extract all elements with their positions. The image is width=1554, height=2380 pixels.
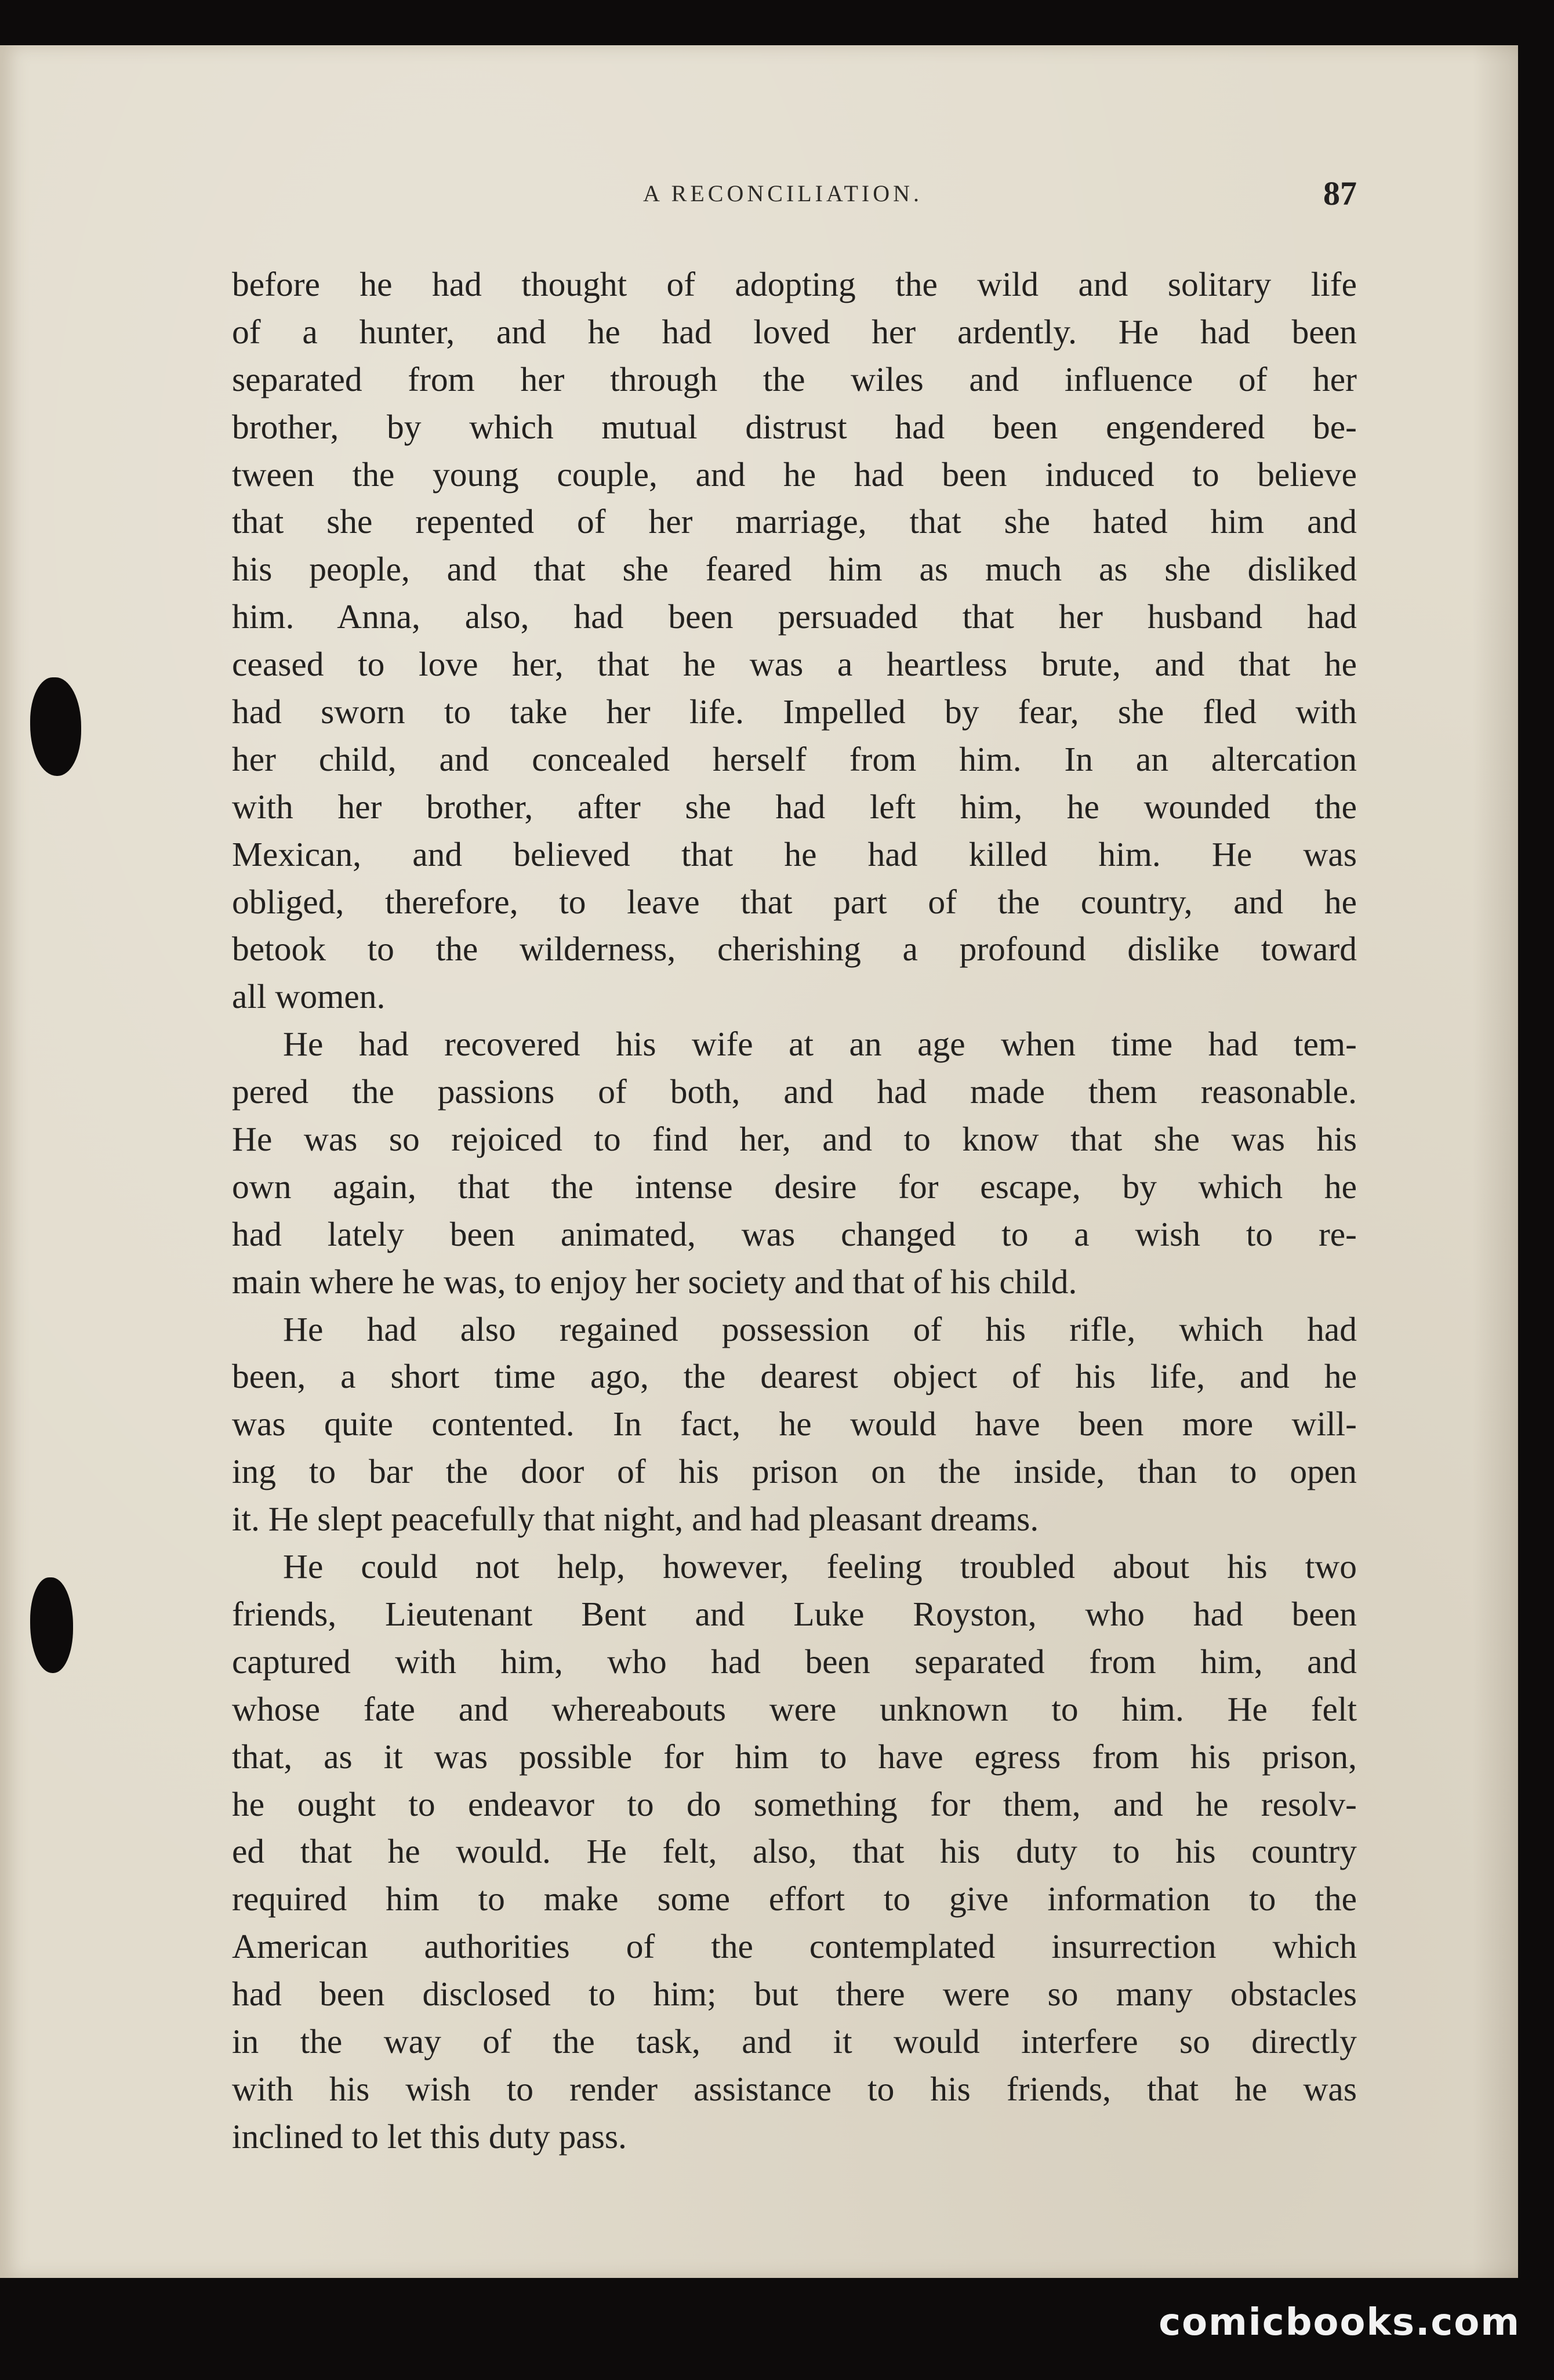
- text-line: Mexican, and believed that he had killed him. He was: [232, 835, 1357, 873]
- text-line: He had recovered his wife at an age when time had tem-: [283, 1025, 1357, 1064]
- text-line: he ought to endeavor to do something for them, and he resolv-: [232, 1784, 1357, 1823]
- text-line: captured with him, who had been separated from him, and: [232, 1642, 1357, 1681]
- text-line: ceased to love her, that he was a heartless brute, and that he: [232, 645, 1357, 684]
- text-line: her child, and concealed herself from him. In an altercation: [232, 739, 1357, 778]
- text-line: had lately been animated, was changed to a wish to re-: [232, 1214, 1357, 1253]
- page-edge-shadow: [1473, 45, 1518, 2278]
- paragraph: [232, 1306, 1357, 1543]
- body-text: [232, 261, 1357, 2161]
- text-line: in the way of the task, and it would interfere so directly: [232, 2022, 1357, 2060]
- text-line: He had also regained possession of his rifle, which had: [283, 1309, 1357, 1348]
- text-line: had been disclosed to him; but there were so many obstacles: [232, 1975, 1357, 2013]
- text-line: been, a short time ago, the dearest object of his life, and he: [232, 1357, 1357, 1396]
- text-line: ing to bar the door of his prison on the inside, than to open: [232, 1452, 1357, 1491]
- page-number: 87: [1323, 175, 1357, 212]
- text-line: own again, that the intense desire for escape, by which he: [232, 1167, 1357, 1206]
- text-line: brother, by which mutual distrust had been engendered be-: [232, 407, 1357, 446]
- text-line: all women.: [232, 977, 386, 1016]
- text-line: pered the passions of both, and had made them reasonable.: [232, 1072, 1357, 1111]
- binding-hole-top: [30, 677, 81, 776]
- text-line: American authorities of the contemplated insurrection which: [232, 1927, 1357, 1966]
- text-line: of a hunter, and he had loved her ardently. He had been: [232, 312, 1357, 351]
- text-line: had sworn to take her life. Impelled by fear, she fled with: [232, 692, 1357, 731]
- text-line: ed that he would. He felt, also, that his duty to his country: [232, 1832, 1357, 1871]
- text-line: friends, Lieutenant Bent and Luke Royston, who had been: [232, 1594, 1357, 1633]
- text-line: main where he was, to enjoy her society and that of his child.: [232, 1262, 1077, 1301]
- text-line: betook to the wilderness, cherishing a profound dislike toward: [232, 930, 1357, 968]
- text-line: that, as it was possible for him to have egress from his prison,: [232, 1737, 1357, 1776]
- paragraph: [232, 1021, 1357, 1305]
- text-line: was quite contented. In fact, he would have been more will-: [232, 1405, 1357, 1443]
- text-line: his people, and that she feared him as much as she disliked: [232, 550, 1357, 589]
- text-line: inclined to let this duty pass.: [232, 2117, 627, 2156]
- paragraph: [232, 261, 1357, 1021]
- text-line: He could not help, however, feeling troubled about his two: [283, 1547, 1357, 1586]
- text-line: that she repented of her marriage, that she hated him and: [232, 502, 1357, 541]
- text-line: him. Anna, also, had been persuaded that her husband had: [232, 597, 1357, 636]
- binding-hole-bottom: [30, 1577, 73, 1673]
- text-line: tween the young couple, and he had been induced to believe: [232, 455, 1357, 494]
- text-line: whose fate and whereabouts were unknown to him. He felt: [232, 1689, 1357, 1728]
- page-header: [232, 174, 1357, 220]
- text-line: He was so rejoiced to find her, and to know that she was his: [232, 1120, 1357, 1159]
- paragraph: [232, 1543, 1357, 2161]
- text-line: with his wish to render assistance to his friends, that he was: [232, 2069, 1357, 2108]
- text-line: before he had thought of adopting the wild and solitary life: [232, 265, 1357, 303]
- site-watermark: comicbooks.com: [1159, 2301, 1520, 2344]
- text-line: obliged, therefore, to leave that part of the country, and he: [232, 882, 1357, 921]
- text-line: separated from her through the wiles and influence of her: [232, 360, 1357, 398]
- text-line: it. He slept peacefully that night, and had pleasant dreams.: [232, 1500, 1039, 1539]
- text-line: with her brother, after she had left him, he wounded the: [232, 787, 1357, 826]
- running-title: A RECONCILIATION.: [643, 180, 923, 206]
- text-line: required him to make some effort to give information to the: [232, 1880, 1357, 1918]
